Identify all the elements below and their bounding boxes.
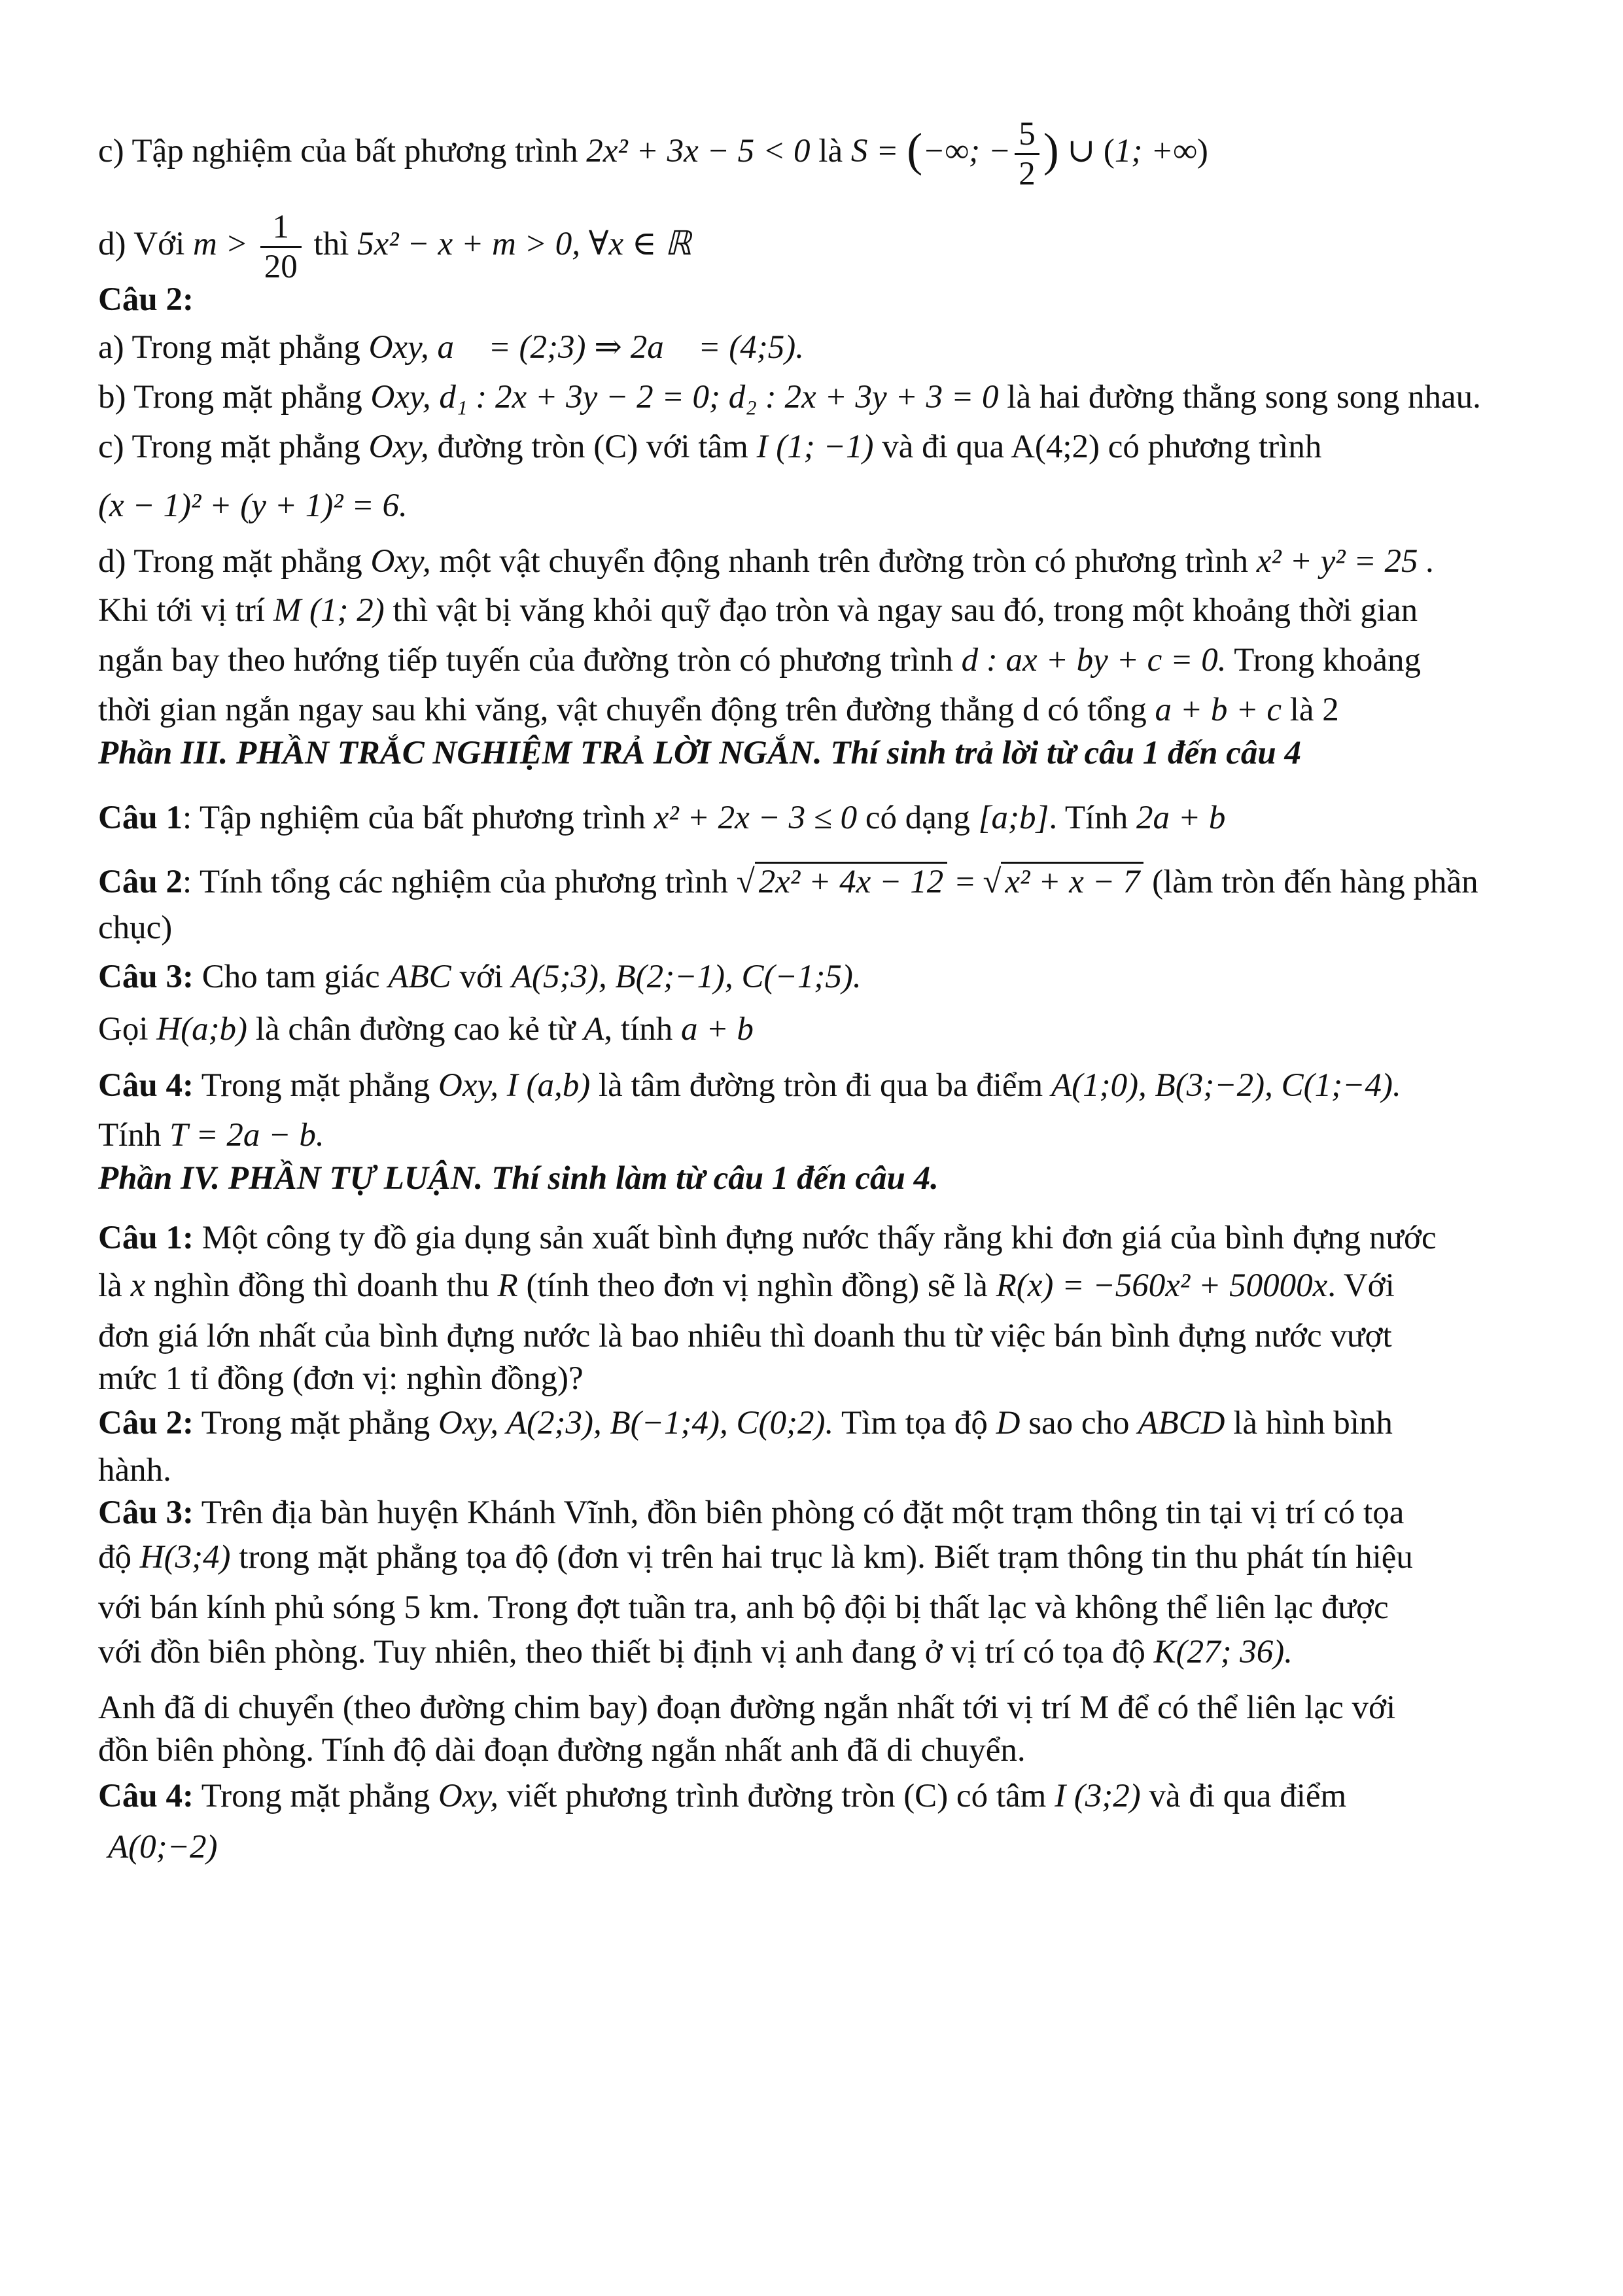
text-line xyxy=(98,1534,1537,1580)
math-inequality: 5x² − x + m > 0, ∀x ∈ ℝ xyxy=(357,226,691,263)
sqrt-sign: √ xyxy=(983,864,1002,900)
sqrt-radicand: x² + x − 7 xyxy=(1001,862,1143,900)
math-expression: I (3;2) xyxy=(1055,1778,1141,1814)
math-variable: D xyxy=(996,1405,1021,1441)
fraction xyxy=(1015,115,1039,193)
text: Trong mặt phẳng xyxy=(193,1778,438,1814)
text: : Tính tổng các nghiệm của phương trình xyxy=(182,864,737,900)
part2-q2-statement-d xyxy=(98,539,1537,584)
text: thì vật bị văng khỏi quỹ đạo tròn và ngay sau đó, trong một khoảng thời gian xyxy=(384,592,1418,629)
math-expression: d : ax + by + c = 0. xyxy=(961,642,1227,679)
question-label: Câu 2 xyxy=(98,864,183,900)
text: với đồn biên phòng. Tuy nhiên, theo thiết bị định vị anh đang ở vị trí có tọa độ xyxy=(98,1634,1154,1670)
math-variable: x xyxy=(130,1267,146,1304)
circle-equation: (x − 1)² + (y + 1)² = 6. xyxy=(98,487,408,524)
text: thì xyxy=(305,226,358,263)
text: c) Tập nghiệm của bất phương trình xyxy=(98,133,587,170)
question-label: Câu 4: xyxy=(98,1067,194,1104)
math-inequality: 2x² + 3x − 5 < 0 xyxy=(586,133,811,170)
text: Một công ty đồ gia dụng sản xuất bình đựng nước thấy rằng khi đơn giá của bình đựng nước xyxy=(193,1220,1437,1256)
text: một vật chuyển động nhanh trên đường tròn có phương trình xyxy=(430,543,1257,580)
text-line: đồn biên phòng. Tính độ dài đoạn đường ngắn nhất anh đã di chuyển. xyxy=(98,1732,1026,1769)
sqrt-radicand: 2x² + 4x − 12 xyxy=(755,862,947,900)
math-expression: Oxy, xyxy=(370,543,431,580)
math-expression: K(27; 36). xyxy=(1153,1634,1293,1670)
question-heading: Câu 2: xyxy=(98,281,194,318)
math-union: ∪ xyxy=(1058,133,1104,170)
question-label: Câu 3: xyxy=(98,1494,194,1531)
text: . Với xyxy=(1327,1267,1395,1304)
text: độ xyxy=(98,1539,140,1576)
part4-q3 xyxy=(98,1490,1537,1536)
math-expression: H(3;4) xyxy=(139,1539,231,1576)
text: : Tập nghiệm của bất phương trình xyxy=(182,800,654,836)
part2-q2-statement-c xyxy=(98,424,1537,470)
math-expression: 2a + b xyxy=(1136,800,1226,836)
text: và đi qua điểm xyxy=(1140,1778,1347,1814)
text: , tính xyxy=(604,1011,681,1048)
question-label: Câu 1 xyxy=(98,800,183,836)
text: Trên địa bàn huyện Khánh Vĩnh, đồn biên phòng có đặt một trạm thông tin tại vị trí có tọa xyxy=(193,1494,1405,1531)
paren-open: ( xyxy=(907,124,923,177)
math-expression: A(5;3), B(2;−1), C(−1;5). xyxy=(511,959,862,995)
text: nghìn đồng thì doanh thu xyxy=(145,1267,498,1304)
text: d) Với xyxy=(98,226,194,263)
text-line: với bán kính phủ sóng 5 km. Trong đợt tuần tra, anh bộ đội bị thất lạc và không thể liên lạc được xyxy=(98,1589,1389,1626)
text-line xyxy=(98,1112,1537,1158)
part4-q4 xyxy=(98,1773,1537,1819)
point-coordinates: A(0;−2) xyxy=(108,1829,218,1865)
text: trong mặt phẳng tọa độ (đơn vị trên hai trục là km). Biết trạm thông tin thu phát tín hiệu xyxy=(230,1539,1413,1576)
text-line: mức 1 tỉ đồng (đơn vị: nghìn đồng)? xyxy=(98,1360,584,1397)
math-interval: −∞; − xyxy=(922,133,1011,170)
text: c) Trong mặt phẳng xyxy=(98,429,369,465)
fraction-numerator: 5 xyxy=(1015,115,1039,155)
text: (làm tròn đến hàng phần xyxy=(1143,864,1478,900)
text: Trong mặt phẳng xyxy=(193,1067,438,1104)
text: là hai đường thẳng song song nhau. xyxy=(998,379,1481,415)
text: b) Trong mặt phẳng xyxy=(98,379,371,415)
math-variable: R xyxy=(497,1267,518,1304)
text-line: đơn giá lớn nhất của bình đựng nước là bao nhiêu thì doanh thu từ việc bán bình đựng nước vượt xyxy=(98,1318,1392,1354)
text: Trong mặt phẳng xyxy=(193,1405,438,1441)
question-label: Câu 3: xyxy=(98,959,194,995)
text: Trong khoảng xyxy=(1226,642,1422,679)
text-line: chục) xyxy=(98,910,173,946)
text: a) Trong mặt phẳng xyxy=(98,329,369,366)
text: là tâm đường tròn đi qua ba điểm xyxy=(590,1067,1051,1104)
part2-q2-statement-a xyxy=(98,325,1537,370)
math-expression: A(1;0), B(3;−2), C(1;−4). xyxy=(1051,1067,1401,1104)
text: là xyxy=(98,1267,131,1304)
fraction-denominator: 2 xyxy=(1019,156,1036,192)
text: với xyxy=(451,959,512,995)
math-expression: H(a;b) xyxy=(156,1011,248,1048)
part4-q1 xyxy=(98,1215,1537,1261)
math-expression: I (1; −1) xyxy=(756,429,874,465)
math-expression: a + b xyxy=(680,1011,754,1048)
math-expression: x² + y² = 25 . xyxy=(1256,543,1435,580)
text-line xyxy=(98,687,1537,733)
fraction xyxy=(260,208,302,286)
math-expression: m > xyxy=(193,226,256,263)
text: là xyxy=(810,133,851,170)
part2-q1-statement-d xyxy=(98,208,1537,286)
text: là hình bình xyxy=(1225,1405,1393,1441)
math-expression: ABCD xyxy=(1138,1405,1225,1441)
text: thời gian ngắn ngay sau khi văng, vật chuyển động trên đường thẳng d có tổng xyxy=(98,692,1155,728)
part4-heading: Phần IV. PHẦN TỰ LUẬN. Thí sinh làm từ câu 1 đến câu 4. xyxy=(98,1160,939,1197)
math-interval: 1; +∞ xyxy=(1114,133,1197,170)
text: Khi tới vị trí xyxy=(98,592,273,629)
paren-open: ( xyxy=(1103,133,1115,170)
math-expression: M (1; 2) xyxy=(273,592,385,629)
question-label: Câu 2: xyxy=(98,1405,194,1441)
question-label: Câu 4: xyxy=(98,1778,194,1814)
question-label: Câu 1: xyxy=(98,1220,194,1256)
math-expression: Oxy, xyxy=(368,429,429,465)
sqrt-sign: √ xyxy=(736,864,755,900)
math-expression: A xyxy=(584,1011,604,1048)
math-expression: Oxy, d₁ : 2x + 3y − 2 = 0; d₂ : 2x + 3y + 3 = 0 xyxy=(370,379,999,415)
text-line xyxy=(98,1629,1537,1675)
paren-close: ) xyxy=(1043,124,1059,177)
text-line xyxy=(98,588,1537,633)
text: là chân đường cao kẻ từ xyxy=(247,1011,584,1048)
part3-q2 xyxy=(98,859,1537,905)
text: ngắn bay theo hướng tiếp tuyến của đường tròn có phương trình xyxy=(98,642,962,679)
math-inequality: x² + 2x − 3 ≤ 0 xyxy=(654,800,858,836)
text: Tính xyxy=(98,1117,170,1154)
math-expression: Oxy, a⃗ = (2;3) ⇒ 2a⃗ = (4;5). xyxy=(368,329,804,366)
math-expression: Oxy, A(2;3), B(−1;4), C(0;2). xyxy=(438,1405,834,1441)
math-equals: = xyxy=(947,864,983,900)
text-line: Anh đã di chuyển (theo đường chim bay) đoạn đường ngắn nhất tới vị trí M để có thể liên lạc với xyxy=(98,1689,1396,1726)
fraction-numerator: 1 xyxy=(260,208,302,248)
text-line xyxy=(98,1263,1537,1309)
text: có dạng xyxy=(857,800,979,836)
part3-q3 xyxy=(98,954,1537,1000)
fraction-denominator: 20 xyxy=(264,249,298,285)
text: d) Trong mặt phẳng xyxy=(98,543,371,580)
part4-q2 xyxy=(98,1400,1537,1446)
math-interval: [a;b] xyxy=(978,800,1049,836)
text: và đi qua A(4;2) có phương trình xyxy=(873,429,1322,465)
math-expression: ABC xyxy=(388,959,451,995)
paren-close: ) xyxy=(1196,133,1208,170)
text: Cho tam giác xyxy=(193,959,389,995)
text: viết phương trình đường tròn (C) có tâm xyxy=(498,1778,1055,1814)
text: Tìm tọa độ xyxy=(833,1405,996,1441)
text-line xyxy=(98,637,1537,683)
part2-q1-statement-c xyxy=(98,115,1537,193)
text-line xyxy=(98,1006,1537,1052)
text: (tính theo đơn vị nghìn đồng) sẽ là xyxy=(517,1267,996,1304)
math-expression: Oxy, xyxy=(438,1778,499,1814)
math-expression: R(x) = −560x² + 50000x xyxy=(996,1267,1328,1304)
text: . Tính xyxy=(1049,800,1136,836)
part3-heading: Phần III. PHẦN TRẮC NGHIỆM TRẢ LỜI NGẮN. Thí sinh trả lời từ câu 1 đến câu 4 xyxy=(98,735,1301,771)
math-expression: a + b + c xyxy=(1155,692,1282,728)
text: sao cho xyxy=(1020,1405,1138,1441)
text: đường tròn (C) với tâm xyxy=(428,429,757,465)
part2-q2-statement-b xyxy=(98,374,1537,420)
math-set: S = xyxy=(850,133,907,170)
text-line: hành. xyxy=(98,1452,171,1489)
part3-q1 xyxy=(98,795,1537,841)
math-expression: T = 2a − b. xyxy=(169,1117,324,1154)
part3-q4 xyxy=(98,1063,1537,1108)
text: Gọi xyxy=(98,1011,157,1048)
math-expression: Oxy, I (a,b) xyxy=(438,1067,591,1104)
text: là 2 xyxy=(1281,692,1339,728)
